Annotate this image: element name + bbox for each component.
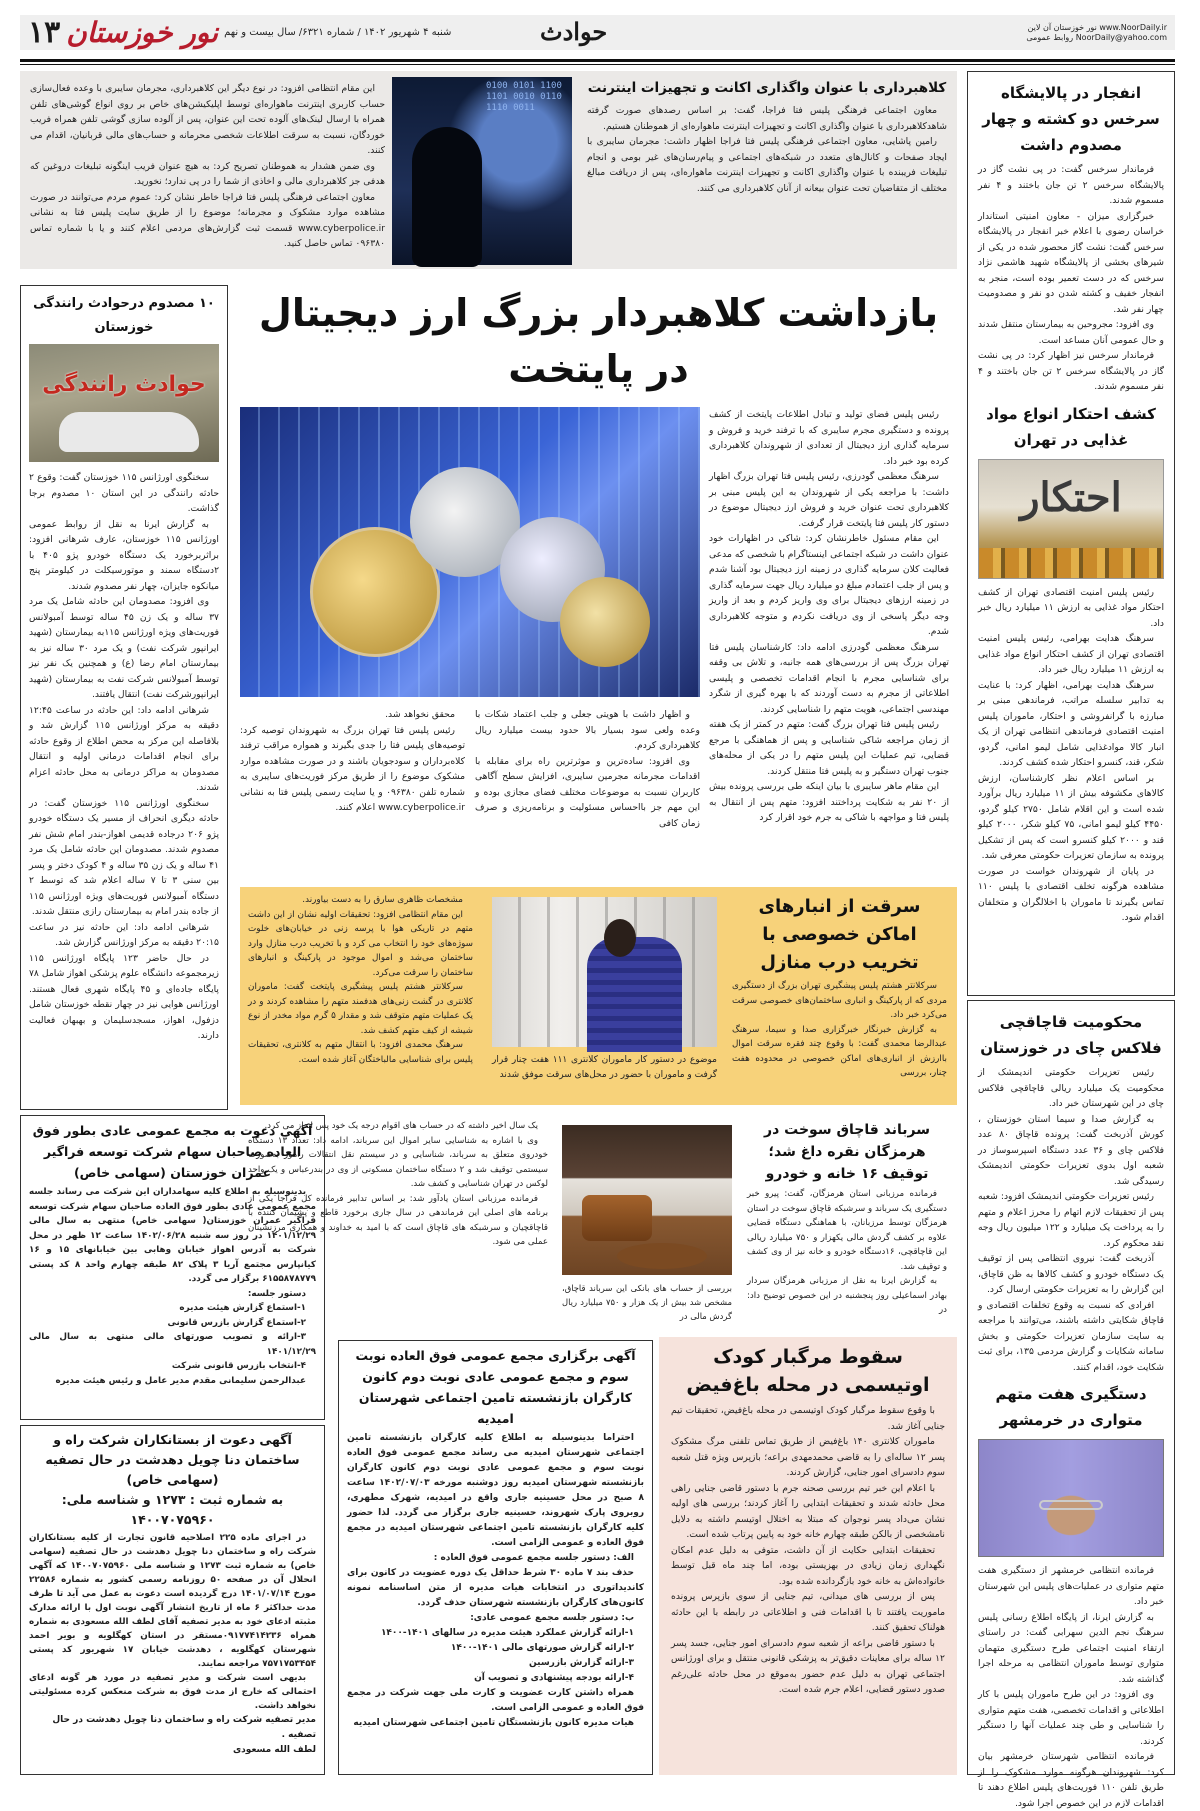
ad-omidiyeh-signature: هیات مدیره کانون بازنشستگان تامین اجتماعی شهرستان امیدیه: [353, 1718, 634, 1728]
paragraph: ماموران کلانتری ۱۴۰ باغ‌فیض از طریق تماس تلفنی مرگ مشکوک پسر ۱۲ ساله‌ای را به قاضی محمدمهدی براعه؛ بازپرس ویژه قتل شعبه سوم دادسرای امور جنایی، گزارش کردند.: [671, 1436, 946, 1478]
ad-omidiyeh-part-a-label: الف: دستور جلسه مجمع عمومی فوق العاده :: [433, 1553, 634, 1563]
paragraph: رئیس پلیس فتا تهران بزرگ به شهروندان توصیه کرد: توصیه‌های پلیس فتا را جدی بگیرند و همواره مراقب ترفند کلاه‌برداران و سودجویان باشند و در صورت مشاهده موارد مشکوک موضوع را از طریق مرکز فوریت‌های سایبری به شماره تلفن ۰۹۶۳۸۰ و یا سایت رسمی پلیس فتا به نشانی www.cyberpolice.ir اعلام کنند.: [240, 724, 465, 813]
paragraph: به گزارش ایرنا، از پایگاه اطلاع رسانی پلیس سرهنگ نجم الدین سهرابی گفت: در راستای ارتقاء امنیت اجتماعی طرح دستگیری متهمان متواری توسط ماموران انتظامی به مرحله اجرا گذاشته شد.: [978, 1611, 1164, 1685]
masthead: [20, 15, 1175, 50]
paragraph: خبرگزاری میزان - معاون امنیتی استاندار خراسان رضوی با اعلام خبر انفجار در پالایشگاه سرخس گفت: نشت گاز محصور شده در یکی از شیرهای بخشی از پالایشگاه شهید هاشمی نژاد سرخس که در دست تعمیر بوده است، منجر به انفجار خفیف و کشته شدن دو نفر و مصدومیت چهار نفر شد.: [978, 210, 1164, 315]
paragraph: این مقام ماهر سایبری با بیان اینکه طی بررسی پرونده بیش از ۲۰ نفر به شکایت پرداختند افزود: متهم پس از انتقال به پلیس فتا و مواجهه با شاکی به جرم خود اقرار کرد: [709, 781, 949, 823]
fuel-photo-caption: بررسی از حساب های بانکی این سرباند قاچاق، مشخص شد بیش از یک هزار و ۷۵۰ میلیارد ریال گردش مالی در: [562, 1283, 732, 1321]
coin-gold-2: [560, 577, 650, 667]
ad-faragir-agenda-item: ۴-انتخاب بازرس قانونی شرکت: [171, 1361, 306, 1371]
account-fraud-left: [30, 81, 385, 252]
ad-omidiyeh-note: همراه داشتن کارت عضویت و کارت ملی جهت شرکت در مجمع فوق العاده و عمومی الزامی است.: [347, 1688, 644, 1713]
paragraph: وی افزود: مجروحین به بیمارستان منتقل شدند و حال عمومی آنان مساعد است.: [978, 319, 1164, 346]
article-crypto: [240, 277, 957, 877]
handcuffs-photo: [978, 1439, 1164, 1557]
paragraph: به گزارش خبرنگار خبرگزاری صدا و سیما، سرهنگ عبدالرضا محمدی گفت: با وقوع چند فقره سرقت اموال باارزش از انباری‌های اماکن خصوصی در محدوده هفت چنار، بررسی: [732, 1024, 947, 1078]
paragraph: فرمانده مرزبانی استان هرمزگان، گفت: پیرو خبر دستگیری یک سرباند و سرشبکه قاچاق سوخت در استان هرمزگان توسط مرزبانان، با هماهنگی دستگاه قضایی علاوه بر کشف گردش مالی یکهزار و ۷۵۰ میلیارد ریالی این قاچاقچی، ۱۶دستگاه خودرو و خانه نیز از وی کشف و توقیف شد.: [747, 1189, 947, 1272]
headline-crypto: [240, 285, 957, 397]
paragraph: با دستور قاضی براعه از شعبه سوم دادسرای امور جنایی، جسد پسر ۱۲ ساله برای معاینات دقیق‌تر به پزشکی قانونی منتقل و برای اورژانس اجتماعی تهران به دلیل عدم حضور به‌موقع در محل حادثه علی‌رغم صدور دستور قضایی، اعلام جرم شده است.: [671, 1637, 945, 1695]
paragraph: این مقام انتظامی افزود: در نوع دیگر این کلاهبرداری، مجرمان سایبری با وعده فعال‌سازی حساب کاربری اینترنت ماهواره‌ای توسط اپلیکیشن‌های خاص بر روی انواع گوشی‌های تلفن همراه با ارسال لینک‌های آلوده تحت این عنوان، پس از آلوده سازی گوشی تلفن همراه فریب خوردگان، نسبت به سرقت اطلاعات شخصی محرمانه و حساب‌های مالی قربانیان، اقدام می کنند.: [30, 83, 385, 156]
headline-refinery: انفجار در پالایشگاه سرخس دو کشته و چهار مصدوم داشت: [982, 84, 1160, 154]
article-theft: [240, 887, 957, 1105]
newspaper-logo: نور خوزستان: [66, 16, 219, 49]
headline-crypto-line2: در پایتخت: [508, 347, 689, 391]
headline-autism: سقوط مرگبار کودک اوتیسمی در محله باغ‌فیض: [686, 1346, 930, 1396]
ad-omidiyeh-body: احتراما بدینوسیله به اطلاع کلیه کارگران بازنشسته تامین اجتماعی شهرستان امیدیه می رساند مجمع عمومی فوق العاده نوبت سوم و مجمع عمومی عادی نوبت دوم کانون کارگران بازنشسته شهرستان امیدیه روز دوشنبه مورخه ۱۴۰۲/۰۷/۰۳ ساعت ۸ صبح در محل حسینیه جاری واقع در امیدیه، شهرک مطهری، روبروی پارک شهروند، حسینیه جاری برگزار می گردد. لذا حضور کلیه کارگران بازنشسته تامین اجتماعی شهرستان امیدیه در مجمع فوق العاده و عمومی الزامی است.: [347, 1433, 644, 1548]
ad-omidiyeh: [338, 1340, 653, 1775]
paragraph: سرهنگ محمدی افزود: با انتقال متهم به کلانتری، تحقیقات پلیس برای شناسایی مالباختگان آغاز شده است.: [248, 1040, 473, 1065]
gavel-base: [617, 1243, 707, 1269]
paragraph: با وقوع سقوط مرگبار کودک اوتیسمی در محله باغ‌فیض، تحقیقات تیم جنایی آغاز شد.: [671, 1405, 945, 1432]
paragraph: سرهنگ هدایت بهرامی، رئیس پلیس امنیت اقتصادی تهران از کشف احتکار انواع مواد غذایی به ارزش ۱۱ میلیارد ریال خبر داد.: [978, 633, 1164, 675]
paragraph: مشخصات ظاهری سارق را به دست بیاورند.: [302, 895, 463, 905]
masthead-contact: [977, 23, 1167, 43]
ad-faragir-signature: عبدالرحمن سلیمانی مقدم مدیر عامل و رئیس هیئت مدیره: [55, 1375, 306, 1386]
ad-dana-body: بدیهی است شرکت و مدیر تصفیه در مورد هر گونه ادعای احتمالی که خارج از مدت فوق به شرکت منعکس کرده مسئولیتی نخواهد داشت.: [29, 1673, 316, 1711]
headline-khorramshahr: دستگیری هفت متهم متواری در خرمشهر: [995, 1385, 1147, 1429]
ad-faragir: [20, 1115, 325, 1420]
paragraph: معاون اجتماعی فرهنگی پلیس فتا فراجا خاطر نشان کرد: عموم مردم می‌توانند در صورت مشاهده موارد مشکوک و مجرمانه؛ موضوع را از طریق سایت پلیس فتا به نشانی www.cyberpolice.ir قسمت ثبت گزارش‌های مردمی اعلام کنند و یا با شماره تماس ۰۹۶۳۸۰ تماس حاصل کنید.: [30, 191, 385, 249]
paragraph: محقق نخواهد شد.: [385, 709, 455, 720]
contact-email[interactable]: روابط عمومی NoorDaily@yahoo.com: [1026, 33, 1167, 42]
ad-faragir-agenda-item: ۱-استماع گزارش هیئت مدیره: [179, 1303, 306, 1313]
fuel-col-right: [747, 1119, 947, 1318]
prisoner-figure: [587, 937, 682, 1052]
hooded-figure: [412, 127, 482, 267]
paragraph: سرهنگ معظمی گودرزی ادامه داد: کارشناسان پلیس فتا تهران بزرگ پس از بررسی‌های همه جانبه، و تلاش بی وقفه برای شناسایی مجرم با انجام اقدامات تخصصی و پلیسی اطلاعاتی از مجرم به دست آوردند که با بهره گیری از شگرد مهندسی اجتماعی، هویت متهم را شناسایی کردند.: [709, 641, 949, 715]
article-driving: [20, 285, 228, 1110]
paragraph: به گزارش ایرنا به نقل از مرزبانی هرمزگان سردار بهادر اسماعیلی روز پنجشنبه در این خصوص توضیح داد: در: [747, 1276, 947, 1315]
article-autism: [659, 1337, 957, 1775]
paragraph: رئیس پلیس امنیت اقتصادی تهران از کشف احتکار مواد غذایی به ارزش ۱۱ میلیارد ریال خبر داد.: [978, 586, 1165, 629]
paragraph: وی افزود: ساده‌ترین و موثرترین راه برای مقابله با اقدامات مجرمانه مجرمین سایبری، افزایش سطح آگاهی کاربران نسبت به موضوعات مختلف فضای مجازی بوده و این مهم جز بااحساس مسئولیت و برنامه‌ریزی و صرف زمان کافی: [475, 755, 700, 829]
gavel-head: [582, 1195, 652, 1241]
gavel-photo: [562, 1125, 732, 1275]
paragraph: به گزارش ایرنا به نقل از روابط عمومی اورژانس ۱۱۵ خوزستان، عارف شرهانی افزود: براثربرخورد یک دستگاه خودرو پژو ۴۰۵ با ۲دستگاه سمند و موتورسیکلت در کیلومتر پنج میانکوه جایزان، چهار نفر مصدوم شدند.: [29, 518, 219, 592]
paragraph: معاون اجتماعی فرهنگی پلیس فتا فراجا، گفت: بر اساس رصدهای صورت گرفته شاهدکلاهبرداری با عنوان واگذاری اکانت و تجهیزات اینترنت ماهواره‌ای از هموطنان هستیم.: [587, 105, 947, 132]
ad-omidiyeh-item: ۴-ارائه بودجه پیشنهادی و تصویب آن: [474, 1673, 634, 1683]
theft-col-left: [248, 893, 473, 1067]
paragraph: پس از بررسی های میدانی، تیم جنایی از سوی بازپرس پرونده ماموریت یافتند تا با اقدامات فنی و اطلاعاتی در رابطه با این حادثه هولناک تحقیق کنند.: [671, 1591, 945, 1633]
crypto-col-left: [240, 707, 465, 816]
crash-photo: [29, 344, 219, 462]
headline-theft: سرقت از انبارهای اماکن خصوصی با تخریب درب منازل: [758, 896, 921, 973]
paragraph: سخنگوی اورژانس ۱۱۵ خوزستان گفت: وقوع ۲ حادثه رانندگی در این استان ۱۰ مصدوم برجا گذاشت.: [29, 472, 219, 514]
paragraph: شرهانی ادامه داد: این حادثه نیز در ساعت ۲۰:۱۵ دقیقه به مرکز اورژانس گزارش شد.: [29, 921, 219, 948]
handcuffs: [1039, 1500, 1103, 1510]
ad-dana-subtitle: به شماره ثبت : ۱۲۷۳ و شناسه ملی: ۱۴۰۰۷۰۷۵۹۶۰: [61, 1492, 284, 1527]
article-flask-and-khorramshahr: [967, 1000, 1175, 1809]
ad-dana-body: در اجرای ماده ۲۲۵ اصلاحیه قانون تجارت از کلیه بستانکاران شرکت راه و ساختمان دنا چویل دهدشت در حال تصفیه (سهامی خاص) به شماره ثبت ۱۲۷۳ و شناسه ملی ۱۴۰۰۷۰۷۵۹۶۰ که آگهی انحلال آن در صفحه ۵۰ روزنامه رسمی کشور به شماره ۲۲۵۸۶ مورخ ۱۴۰۱/۰۷/۱۴ درج گردیده است دعوت به عمل می آید تا ظرف مدت حداکثر ۶ ماه از تاریخ انتشار آگهی نوبت اول با ارائه مدارک مثبته ادعای خود به مدیر تصفیه آقای لطف الله مسعودی به شماره همراه ۰۹۱۷۷۴۱۴۲۳۶مستقر در استان کهگلویه و بویر احمد شهرستان کهگلویه ، دهدشت خیابان ۱۷ شهریور کد پستی ۷۵۷۱۷۵۳۴۵۴ مراجعه نمایند.: [29, 1533, 317, 1669]
headline-crypto-line1: بازداشت کلاهبردار بزرگ ارز دیجیتال: [258, 291, 939, 335]
prisoner-photo: [492, 897, 717, 1047]
paragraph: سرکلانتر هشتم پلیس پیشگیری پایتخت گفت: ماموران کلانتری در گشت زنی‌های هدفمند متهم را مشاهده کردند و در یک عملیات متهم متوقف شد و مقدار ۵ گرم مواد مخدر از نوع شیشه از کیف متهم کشف شد.: [248, 982, 474, 1036]
headline-driving: ۱۰ مصدوم درحوادث رانندگی خوزستان: [33, 296, 215, 335]
paragraph: وی ضمن هشدار به هموطنان تصریح کرد: به هیچ عنوان فریب اینگونه تبلیغات دروغین که هدفی جز کلاهبرداری مالی و اخاذی از شما را در پی ندارد؛ نخورید.: [30, 160, 385, 187]
paragraph: رئیس تعزیرات حکومتی اندیمشک از محکومیت یک میلیارد ریالی قاچاقچی فلاکس چای در این شهرستان خبر داد.: [978, 1067, 1164, 1109]
section-title: حوادث: [540, 17, 608, 46]
paragraph: افرادی که نسبت به وقوع تخلفات اقتصادی و قاچاق شکایتی داشته باشند، می‌توانند با مراجعه به سایت سازمان تعزیرات حکومتی و بخش سامانه شکایات و گزارش مردمی ۱۳۵، برای ثبت شکایت خود، اقدام کنند.: [978, 1299, 1164, 1373]
ad-faragir-agenda-label: دستور جلسه:: [247, 1288, 306, 1299]
paragraph: سرهنگ هدایت بهرامی، اظهار کرد: با عنایت به تدابیر سلسله مراتب، فرماندهی مبنی بر مبارزه با گرانفروشی و احتکار، ماموران پلیس امنیت اقتصادی فرماندهی انتظامی تهران از یک انبار کالا موادغذایی شامل لیمو امانی، گردو، شکر، قند، کنسرو احتکار شده کشف کردند.: [978, 679, 1164, 768]
paragraph: و اظهار داشت با هویتی جعلی و جلب اعتماد شکات با وعده ولعی سود بسیار بالا حدود بیست میلیارد ریال کلاهبرداری کردم.: [475, 709, 700, 751]
paragraph: وی افزود: در این طرح ماموران پلیس با کار اطلاعاتی و اقدامات تخصصی، هفت متهم متواری را شناسایی و طی چند عملیات آنها را دستگیر کردند.: [978, 1689, 1164, 1747]
produce-crates: [979, 548, 1163, 578]
paragraph: سخنگوی اورژانس ۱۱۵ خوزستان گفت: در حادثه دیگری انحراف از مسیر یک دستگاه خودرو پژو ۲۰۶ درجاده قدیمی اهواز-بندر امام شش نفر مصدوم شدند. مصدومان این حادثه شامل یک مرد ۴۱ ساله و یک زن ۳۵ ساله و ۴ کودک دختر و پسر بین سنی ۳ تا ۷ ساله اعلام شد که توسط ۲ دستگاه آمبولانس فوریت‌های ویژه اورژانس ۱۱۵ از جاده بندر امام به بیمارستان رازی منتقل شدند.: [29, 797, 220, 917]
dateline: شنبه ۴ شهریور ۱۴۰۲ / شماره ۶۳۲۱/ سال بیست و نهم: [224, 27, 452, 38]
paragraph: این مقام انتظامی افزود: تحقیقات اولیه نشان از این داشت متهم در تاریکی هوا با پرسه زنی در خیابان‌های خلوت سوژه‌های خود را انتخاب می کرد و با تخریب درب منازل وارد ساختمان می‌شد و اموال موجود در پارکینگ و انبارهای ساختمان را سرقت می‌کرد.: [248, 909, 473, 978]
paragraph: وی افزود: مصدومان این حادثه شامل یک مرد ۳۷ ساله و یک زن ۴۵ ساله توسط آمبولانس فوریت‌های ویژه اورژانس ۱۱۵به بیمارستان (شهید ایرانپور شرکت نفت) و یک مرد ۳۰ ساله نیز به بیمارستان امام رضا (ع) و همچنین یک نفر نیز توسط آمبولانس شرکت نفت به بیمارستان (شهید ایرانپورشرکت نفت) انتقال یافتند.: [29, 596, 219, 700]
theft-photo-caption: موضوع در دستور کار ماموران کلانتری ۱۱۱ هفت چنار قرار گرفت و ماموران با حضور در محل‌های سرقت موفق شدند: [492, 1055, 717, 1080]
ad-omidiyeh-item: ۳-ارائه گزارش بازرسین: [529, 1658, 634, 1668]
headline-hoarding: کشف احتکار انواع مواد غذایی در تهران: [986, 404, 1156, 449]
article-account-fraud: [20, 71, 957, 269]
headline-account-fraud: کلاهبرداری با عنوان واگذاری اکانت و تجهیزات اینترنت: [587, 80, 947, 96]
paragraph: رئیس پلیس فتا تهران بزرگ گفت: متهم در کمتر از یک هفته از زمان مراجعه شاکی شناسایی و پس از هماهنگی با مرجع قضایی، تیم عملیات این پلیس متهم را در یکی از محله‌های جنوب تهران دستگیر و به پلیس فتا منتقل کردند.: [709, 719, 949, 777]
headline-flask: محکومیت قاچاقچی فلاکس چای در خوزستان: [980, 1013, 1162, 1057]
paragraph: فرمانده انتظامی شهرستان خرمشهر بیان کرد: شهروندان هرگونه موارد مشکوک را از طریق تلفن ۱۱۰ فوریت‌های پلیس اطلاع دهند تا اقدامات لازم در این خصوص اجرا شود.: [978, 1751, 1164, 1809]
newspaper-page: [20, 15, 1175, 1809]
paragraph: فرمانده مرزبانی استان یادآور شد: بر اساس تدابیر فرمانده کل فراجا یکی از برنامه های اصلی این فرماندهی در سال جاری برخورد قاطع و پشیمان کننده با قاچاقچیان و سرشبکه های قاچاق است که با امید به خداوند و همکاری مرزنشینان عملی می شود.: [248, 1193, 548, 1247]
paragraph: رئیس تعزیرات حکومتی اندیمشک افزود: شعبه پس از تحقیقات لازم اتهام را محرز اعلام و متهم را به پرداخت یک میلیارد و ۱۲۲ میلیون ریال وجه نقد محکوم کرد.: [978, 1191, 1164, 1249]
paragraph: شرهانی ادامه داد: این حادثه در ساعت ۱۲:۴۵ دقیقه به مرکز اورژانس ۱۱۵ گزارش شد و بلافاصله این مرکز به محض اطلاع از وقوع حادثه برای انجام اقدامات درمانی اولیه و انتقال مصدومان به مراکز درمانی به محل حادثه اعزام شدند.: [29, 704, 219, 793]
ad-omidiyeh-item: ۲-ارائه گزارش صورتهای مالی ۱۴۰۱-۱۴۰۰: [450, 1643, 634, 1653]
theft-col-right: [732, 893, 947, 1081]
hoarding-photo-label: احتکار: [1020, 473, 1122, 521]
crash-photo-label: حوادث رانندگی: [42, 372, 206, 397]
paragraph: سرکلانتر هشتم پلیس پیشگیری تهران بزرگ از دستگیری مردی که از پارکینگ و انباری ساختمان‌های خصوصی سرقت می‌کرد خبر داد.: [732, 981, 947, 1020]
paragraph: یک سال اخیر داشته که در حساب های اقوام درجه یک خود پس انداز می کرد.: [264, 1121, 538, 1131]
article-fuel: [240, 1113, 957, 1333]
paragraph: در پایان از شهروندان خواست در صورت مشاهده هرگونه تخلف اقتصادی با پلیس ۱۱۰ تماس بگیرند تا ماموران با اخلالگران و متخلفان اقدام شود.: [978, 865, 1164, 923]
masthead-left: [28, 15, 451, 50]
paragraph: آذربخت گفت: نیروی انتظامی پس از توقیف یک دستگاه خودرو و کشف کالاها به ظن قاچاق، این گزارش را به تعزیرات حکومتی ارسال کرد.: [978, 1253, 1164, 1295]
paragraph: رامین پاشایی، معاون اجتماعی فرهنگی پلیس فتا فراجا اظهار داشت: مجرمان سایبری با ایجاد صفحات و کانال‌های متعدد در شبکه‌های اجتماعی و پیام‌رسان‌های غیر بومی و انجام تبلیغات فریبنده با عنوان واگذاری اکانت و تجهیزات اینترنت ماهواره‌ای، پس از دریافت مبالغ مختلف از متقاضیان تحت عنوان بیعانه از آنان کلاهبرداری می کنند.: [587, 136, 947, 194]
ad-dana: [20, 1425, 325, 1775]
hacker-photo: [392, 77, 572, 265]
article-refinery: [967, 71, 1175, 996]
headline-fuel: سرباند قاچاق سوخت در هرمزگان نقره داغ شد؛ توقیف ۱۶ خانه و خودرو: [764, 1122, 930, 1182]
ad-dana-signature-2: لطف الله مسعودی: [232, 1745, 316, 1755]
ad-faragir-body: بدینوسیله به اطلاع کلیه سهامداران این شرکت می رساند جلسه مجمع عمومی عادی بطور فوق العاده صاحبان سهام شرکت توسعه فراگیر عمران خوزستان( سهامی خاص) منتهی به سال مالی ۱۴۰۱/۱۲/۲۹ در روز سه شنبه ۱۴۰۲/۰۶/۲۸ ساعت ۱۲ ظهر در محل شرکت به آدرس اهواز خیابان وهابی بین خیابانهای ۱۵ و ۱۶ کیانپارس مجتمع آریا ۳ پلاک ۸۲ طبقه چهارم واحد ۸ کد پستی ۶۱۵۵۸۷۸۷۷۹ برگزار می گردد.: [29, 1187, 316, 1284]
ad-omidiyeh-item: ۱-ارائه گزارش عملکرد هیئت مدیره در سالهای ۱۴۰۱-۱۴۰۰: [380, 1628, 634, 1638]
masthead-rule-thin: [20, 64, 1175, 65]
prisoner-head: [604, 919, 636, 957]
paragraph: وی با اشاره به شناسایی سایر اموال این سرباند، ادامه داد: تعداد ۱۳ دستگاه خودروی متعلق به سرباند، شناسایی و در سیستم نقل انتقالات راهور به‌صورت سیستمی توقیف شد و ۲ دستگاه ساختمان مسکونی از وی در بندرعباس و یک واحد لوکس در تهران شناسایی و کشف شد.: [248, 1135, 549, 1189]
ad-dana-title: آگهی دعوت از بستانکاران شرکت راه و ساختمان دنا چویل دهدشت در حال تصفیه (سهامی خاص): [45, 1432, 300, 1487]
binary-code: 0100 0101 1100 1101 0010 0110 1110 0011: [486, 81, 562, 113]
ad-faragir-agenda-item: ۳-ارائه و تصویب صورتهای مالی منتهی به سال مالی ۱۴۰۱/۱۲/۲۹: [29, 1332, 316, 1357]
paragraph: با اعلام این خبر تیم بررسی صحنه جرم با دستور قاضی جنایی راهی محل حادثه شدند و تحقیقات ابتدایی را آغاز کردند؛ بررسی های اولیه نشان می‌داد پسر نوجوان که مبتلا به اختلال اوتیسم داشته به دلایل نامشخصی از بالکن طبقه چهارم خانه خود به پایین پرتاب شده است.: [671, 1482, 945, 1540]
ad-omidiyeh-part-b-label: ب: دستور جلسه مجمع عمومی عادی:: [470, 1613, 634, 1623]
ad-dana-signature-1: مدیر تصفیه شرکت راه و ساختمان دنا چویل دهدشت در حال تصفیه .: [52, 1715, 316, 1740]
crypto-col-right: [709, 407, 949, 826]
account-fraud-right: [587, 77, 947, 196]
ad-faragir-title: آگهی دعوت به مجمع عمومی عادی بطور فوق العاده صاحبان سهام شرکت توسعه فراگیر عمران خوزستان (سهامی خاص): [32, 1123, 313, 1180]
paragraph: به گزارش صدا و سیما استان خوزستان ، کورش آذربخت گفت: پرونده قاچاق ۸۰ عدد فلاکس چای و ۳۶ عدد دستگاه اسپرسوساز در شعبه اول بدوی تعزیرات حکومتی اندیمشک رسیدگی شد.: [978, 1113, 1164, 1187]
crypto-col-middle: [475, 707, 700, 831]
masthead-rule: [20, 59, 1175, 62]
paragraph: فرماندار سرخس گفت: در پی نشت گاز در پالایشگاه سرخس ۲ تن جان باختند و ۴ نفر مسموم شدند.: [978, 164, 1164, 206]
paragraph: در حال حاضر ۱۲۳ پایگاه اورژانس ۱۱۵ زیرمجموعه دانشگاه علوم پزشکی اهواز شامل ۷۸ پایگاه جاده‌ای و ۴۵ پایگاه شهری فعال هستند. اورژانس هوایی نیز در چهار نقطه خوزستان شامل دزفول، اهواز، مسجدسلیمان و بهبهان فعالیت دارند.: [29, 952, 219, 1041]
ad-omidiyeh-part-a: حذف بند ۷ ماده ۳۰ شرط حداقل یک دوره عضویت در کانون برای کاندیداتوری در انتخابات هیات مدیره از متن اساسنامه نمونه کانون‌های کارگران بازنشسته شهرستان حذف گردد.: [347, 1568, 644, 1608]
hoarding-photo: [978, 459, 1164, 579]
car-wreck: [59, 412, 199, 452]
site-url[interactable]: نور خوزستان آن لاین www.NoorDaily.ir: [1027, 23, 1167, 32]
paragraph: سرهنگ معظمی گودرزی، رئیس پلیس فتا تهران بزرگ اظهار داشت: با مراجعه یکی از شهروندان به این پلیس مبنی بر کلاهبرداری تحت عنوان خرید و فروش ارز دیجیتال موضوع در دستور کار پلیس فتا پایتخت قرار گرفت.: [709, 471, 949, 529]
paragraph: رئیس پلیس فضای تولید و تبادل اطلاعات پایتخت از کشف پرونده و دستگیری مجرم سایبری که با ترفند خرید و فروش و سرمایه گذاری ارز دیجیتال از تعدادی از شهروندان کلاهبرداری کرده بود خبر داد.: [709, 409, 949, 467]
ad-omidiyeh-title: آگهی برگزاری مجمع عمومی فوق العاده نوبت سوم و مجمع عمومی عادی نوبت دوم کانون کارگران بازنشسته تامین اجتماعی شهرستان امیدیه: [355, 1348, 636, 1426]
crypto-coins-photo: [240, 407, 700, 697]
paragraph: این مقام مسئول خاطرنشان کرد: شاکی در اظهارات خود عنوان داشت در شبکه اجتماعی اینستاگرام با شخصی که مدعی فعالیت کلان سرمایه گذاری در زمینه ارز دیجیتال بود آشنا شدم و پس از جلب اعتمادم مبلغ دو میلیارد ریال جهت سرمایه گذاری در زمینه ارزهای دیجیتال برای وی واریز کردم و بعد از واریز وجه دیگر پاسخی از وی دریافت نکردم و متوجه کلاهبرداری شدم.: [708, 533, 949, 637]
paragraph: بر اساس اعلام نظر کارشناسان، ارزش کالاهای مکشوفه بیش از ۱۱ میلیارد ریال برآورد شده است و این اقلام شامل ۲۷۵۰ کیلو گردو، ۴۴۵۰ کیلو لیمو امانی، ۷۵ کیلو شکر، ۲۰۰۰ کیلو قند و ۲۰۰۰ کیلو کنسرو است که پس از تشکیل پرونده به سازمان تعزیرات حکومتی معرفی شد.: [978, 772, 1165, 861]
paragraph: تحقیقات ابتدایی حکایت از آن داشت، متوفی به دلیل عدم امکان نگهداری زمان زیادی در بهزیستی بوده، اما چند ماه قبل توسط خانواده‌اش به خانه خود بازگردانده شده بود.: [671, 1544, 945, 1587]
page-number: ۱۳: [28, 15, 61, 50]
ad-faragir-agenda-item: ۲-استماع گزارش بازرس قانونی: [167, 1317, 306, 1328]
paragraph: فرمانده انتظامی خرمشهر از دستگیری هفت متهم متواری در عملیات‌های پلیس این شهرستان خبر داد.: [978, 1565, 1164, 1607]
paragraph: فرماندار سرخس نیز اظهار کرد: در پی نشت گاز در پالایشگاه سرخس ۲ تن جان باختند و ۴ نفر مسموم شدند.: [978, 350, 1164, 392]
